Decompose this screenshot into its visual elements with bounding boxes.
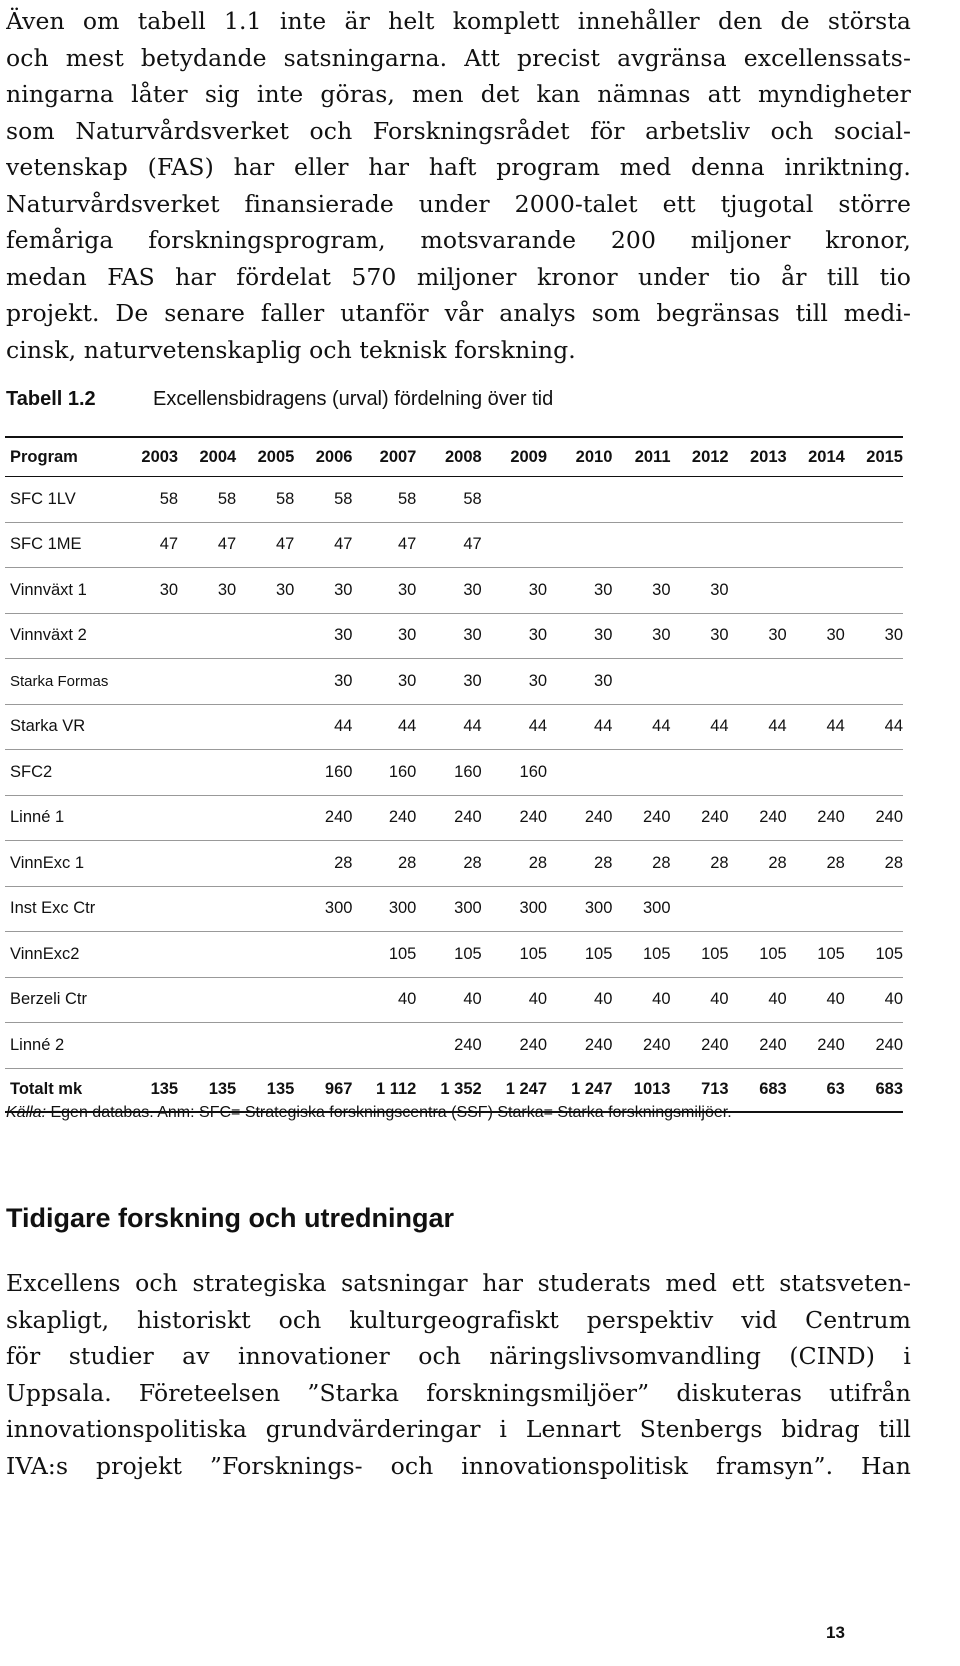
value-cell: 240 <box>759 808 787 827</box>
value-cell <box>787 750 845 796</box>
intro-line: projekt. De senare faller utanför vår analys som begränsas till medi- <box>6 299 911 327</box>
value-cell <box>178 795 236 841</box>
program-name-cell: Vinnväxt 2 <box>10 626 87 645</box>
table-row <box>5 886 903 932</box>
value-cell: 240 <box>324 808 353 827</box>
intro-line: ningarna låter sig inte göras, men det kan nämnas att myndigheter <box>6 80 911 108</box>
value-cell <box>236 704 294 750</box>
value-cell: 30 <box>528 626 548 645</box>
program-name-cell: VinnExc 1 <box>10 853 84 872</box>
value-cell: 28 <box>528 853 548 872</box>
table-row <box>5 1023 903 1069</box>
value-cell: 240 <box>875 1035 903 1054</box>
value-cell <box>845 477 903 523</box>
value-cell <box>729 522 787 568</box>
total-value-cell: 135 <box>208 1080 237 1098</box>
total-value-cell: 1 247 <box>505 1080 548 1098</box>
value-cell <box>120 1023 178 1069</box>
value-cell <box>612 477 670 523</box>
value-cell: 30 <box>463 580 482 599</box>
value-cell <box>729 568 787 614</box>
value-cell: 105 <box>519 944 548 963</box>
value-cell: 40 <box>594 990 613 1009</box>
value-cell <box>612 750 670 796</box>
value-cell: 30 <box>594 671 613 690</box>
source-text: Egen databas. Anm: SFC= Strategiska forskningscentra (SSF) Starka= Starka forskningsmiljöer. <box>46 1104 732 1121</box>
intro-line: och mest betydande satsningarna. Att precist avgränsa excellenssats- <box>6 43 911 72</box>
value-cell: 300 <box>388 899 417 918</box>
value-cell: 30 <box>884 626 903 645</box>
value-cell: 44 <box>768 717 787 736</box>
value-cell: 40 <box>398 990 417 1009</box>
value-cell: 300 <box>642 899 671 918</box>
value-cell <box>787 522 845 568</box>
header-cell: Program <box>10 447 78 466</box>
value-cell <box>236 750 294 796</box>
value-cell: 47 <box>217 535 237 554</box>
value-cell: 30 <box>768 626 787 645</box>
value-cell: 105 <box>388 944 417 963</box>
intro-line: Även om tabell 1.1 inte är helt komplett innehåller den de största <box>6 7 911 35</box>
page-number: 13 <box>826 1623 845 1642</box>
value-cell: 47 <box>398 535 417 554</box>
program-name-cell: Starka VR <box>10 717 86 736</box>
value-cell <box>236 1023 294 1069</box>
value-cell: 44 <box>398 717 417 736</box>
section-line: för studier av innovationer och näringslivsomvandling (CIND) i <box>6 1342 911 1370</box>
value-cell <box>120 886 178 932</box>
value-cell <box>729 659 787 705</box>
program-name-cell: Berzeli Ctr <box>10 990 88 1009</box>
value-cell: 105 <box>642 944 671 963</box>
intro-line: medan FAS har fördelat 570 miljoner kronor under tio år till tio <box>6 262 911 291</box>
value-cell <box>482 522 547 568</box>
value-cell <box>787 477 845 523</box>
value-cell: 240 <box>642 808 671 827</box>
table-row <box>5 932 903 978</box>
value-cell: 30 <box>710 626 729 645</box>
value-cell <box>178 750 236 796</box>
value-cell: 58 <box>217 489 237 508</box>
table-body <box>5 477 903 1112</box>
intro-line: femåriga forskningsprogram, motsvarande 200 miljoner kronor, <box>6 226 911 254</box>
header-cell: 2004 <box>199 447 237 466</box>
value-cell <box>845 886 903 932</box>
table-caption <box>6 388 553 411</box>
value-cell: 28 <box>652 853 671 872</box>
value-cell: 240 <box>817 1035 845 1054</box>
value-cell: 30 <box>463 626 482 645</box>
value-cell: 105 <box>584 944 613 963</box>
total-value-cell: 713 <box>701 1080 729 1098</box>
value-cell <box>120 841 178 887</box>
source-label: Källa: <box>6 1104 47 1121</box>
value-cell <box>294 1023 352 1069</box>
value-cell: 30 <box>528 671 548 690</box>
value-cell: 240 <box>642 1035 671 1054</box>
value-cell: 28 <box>826 853 845 872</box>
value-cell: 240 <box>519 1035 548 1054</box>
value-cell: 30 <box>652 626 671 645</box>
value-cell <box>845 522 903 568</box>
intro-line: Naturvårdsverket finansierade under 2000-talet ett tjugotal större <box>6 189 911 218</box>
header-cell: 2010 <box>575 447 613 466</box>
program-name-cell: Inst Exc Ctr <box>10 899 96 918</box>
value-cell: 40 <box>652 990 671 1009</box>
total-value-cell: 683 <box>759 1080 787 1098</box>
value-cell <box>845 568 903 614</box>
program-name-cell: SFC 1ME <box>10 535 82 554</box>
value-cell: 105 <box>454 944 482 963</box>
value-cell: 30 <box>398 626 417 645</box>
value-cell: 44 <box>826 717 845 736</box>
section-paragraph <box>6 1265 911 1484</box>
value-cell: 40 <box>884 990 903 1009</box>
value-cell: 300 <box>454 899 482 918</box>
value-cell <box>178 613 236 659</box>
value-cell: 28 <box>884 853 903 872</box>
value-cell <box>236 932 294 978</box>
program-name-cell: Vinnväxt 1 <box>10 580 87 599</box>
total-value-cell: 1 352 <box>440 1080 482 1098</box>
value-cell: 58 <box>159 489 179 508</box>
section-line: IVA:s projekt ”Forsknings- och innovationspolitisk framsyn”. Han <box>6 1451 911 1480</box>
table-row <box>5 522 903 568</box>
value-cell: 240 <box>454 1035 482 1054</box>
value-cell: 30 <box>334 580 353 599</box>
value-cell: 30 <box>710 580 729 599</box>
value-cell: 40 <box>710 990 729 1009</box>
total-label-cell: Totalt mk <box>10 1080 83 1098</box>
section-line: innovationspolitiska grundvärderingar i Lennart Stenbergs bidrag till <box>6 1415 911 1443</box>
header-cell: 2013 <box>750 447 787 466</box>
value-cell <box>236 977 294 1023</box>
value-cell: 30 <box>334 626 353 645</box>
value-cell <box>787 886 845 932</box>
value-cell: 30 <box>826 626 845 645</box>
value-cell: 30 <box>398 671 417 690</box>
value-cell: 105 <box>817 944 845 963</box>
value-cell: 40 <box>528 990 548 1009</box>
value-cell <box>671 477 729 523</box>
value-cell <box>671 522 729 568</box>
header-cell: 2011 <box>634 447 671 466</box>
value-cell: 47 <box>275 535 295 554</box>
value-cell: 28 <box>768 853 787 872</box>
program-name-cell: SFC 1LV <box>10 489 76 508</box>
value-cell <box>178 977 236 1023</box>
table-title: Excellensbidragens (urval) fördelning över tid <box>153 388 554 410</box>
value-cell: 240 <box>701 808 729 827</box>
table-row <box>5 795 903 841</box>
table-source-note <box>6 1104 732 1122</box>
total-value-cell: 135 <box>150 1080 179 1098</box>
value-cell: 30 <box>217 580 237 599</box>
value-cell: 28 <box>463 853 482 872</box>
value-cell <box>236 841 294 887</box>
value-cell <box>120 613 178 659</box>
value-cell <box>671 659 729 705</box>
value-cell <box>671 750 729 796</box>
table-row <box>5 750 903 796</box>
value-cell <box>120 977 178 1023</box>
total-value-cell: 1013 <box>633 1080 671 1098</box>
intro-paragraph <box>6 3 911 368</box>
value-cell: 30 <box>334 671 353 690</box>
value-cell: 58 <box>275 489 295 508</box>
value-cell: 44 <box>710 717 729 736</box>
total-value-cell: 683 <box>875 1080 903 1098</box>
value-cell <box>482 477 547 523</box>
total-value-cell: 967 <box>324 1080 353 1098</box>
program-name-cell: Starka Formas <box>10 672 109 690</box>
section-line: skapligt, historiskt och kulturgeografiskt perspektiv vid Centrum <box>6 1305 911 1334</box>
header-cell: 2009 <box>510 447 548 466</box>
value-cell <box>120 795 178 841</box>
value-cell: 240 <box>519 808 548 827</box>
section-line: Uppsala. Företeelsen ”Starka forskningsmiljöer” diskuteras utifrån <box>6 1378 911 1407</box>
value-cell <box>178 886 236 932</box>
value-cell: 58 <box>334 489 353 508</box>
value-cell: 240 <box>388 808 417 827</box>
value-cell <box>120 932 178 978</box>
value-cell: 240 <box>584 1035 613 1054</box>
value-cell: 47 <box>334 535 353 554</box>
value-cell: 30 <box>463 671 482 690</box>
value-cell <box>120 659 178 705</box>
value-cell: 44 <box>528 717 548 736</box>
funding-table <box>5 436 903 1113</box>
value-cell: 44 <box>594 717 613 736</box>
section-heading: Tidigare forskning och utredningar <box>6 1203 455 1233</box>
value-cell: 47 <box>159 535 179 554</box>
header-cell: 2012 <box>691 447 729 466</box>
value-cell: 160 <box>454 762 482 781</box>
header-cell: 2008 <box>444 447 482 466</box>
value-cell <box>178 932 236 978</box>
value-cell: 28 <box>398 853 417 872</box>
value-cell: 300 <box>584 899 613 918</box>
value-cell <box>787 568 845 614</box>
value-cell: 58 <box>463 489 482 508</box>
intro-line: som Naturvårdsverket och Forskningsrådet för arbetsliv och social- <box>6 116 911 145</box>
value-cell: 30 <box>594 580 613 599</box>
value-cell: 40 <box>826 990 845 1009</box>
value-cell: 47 <box>463 535 482 554</box>
value-cell: 105 <box>875 944 903 963</box>
value-cell: 30 <box>528 580 548 599</box>
program-name-cell: Linné 2 <box>10 1035 65 1054</box>
value-cell: 105 <box>701 944 729 963</box>
value-cell <box>236 886 294 932</box>
value-cell: 240 <box>701 1035 729 1054</box>
program-name-cell: SFC2 <box>10 762 53 781</box>
table-row <box>5 568 903 614</box>
value-cell: 105 <box>759 944 787 963</box>
value-cell: 160 <box>388 762 417 781</box>
value-cell: 240 <box>454 808 482 827</box>
table-row <box>5 613 903 659</box>
value-cell: 40 <box>463 990 482 1009</box>
value-cell: 30 <box>652 580 671 599</box>
value-cell <box>178 1023 236 1069</box>
table-label: Tabell 1.2 <box>6 388 96 410</box>
value-cell: 30 <box>398 580 417 599</box>
value-cell <box>547 522 612 568</box>
value-cell: 44 <box>334 717 353 736</box>
value-cell: 160 <box>324 762 353 781</box>
table-row <box>5 977 903 1023</box>
value-cell: 300 <box>519 899 548 918</box>
value-cell: 240 <box>584 808 613 827</box>
table-row <box>5 704 903 750</box>
total-value-cell: 1 112 <box>375 1080 417 1098</box>
value-cell: 28 <box>594 853 613 872</box>
value-cell: 28 <box>334 853 353 872</box>
header-cell: 2007 <box>379 447 417 466</box>
value-cell: 44 <box>463 717 482 736</box>
intro-line: cinsk, naturvetenskaplig och teknisk forskning. <box>6 335 576 364</box>
value-cell <box>729 886 787 932</box>
program-name-cell: VinnExc2 <box>10 944 80 963</box>
value-cell <box>729 750 787 796</box>
value-cell: 240 <box>817 808 845 827</box>
value-cell: 30 <box>159 580 179 599</box>
value-cell <box>352 1023 416 1069</box>
value-cell <box>845 750 903 796</box>
program-name-cell: Linné 1 <box>10 808 65 827</box>
value-cell: 240 <box>759 1035 787 1054</box>
header-cell: 2005 <box>257 447 295 466</box>
value-cell: 160 <box>519 762 548 781</box>
value-cell: 28 <box>710 853 729 872</box>
total-value-cell: 1 247 <box>571 1080 613 1098</box>
value-cell <box>178 704 236 750</box>
value-cell <box>729 477 787 523</box>
value-cell: 300 <box>324 899 353 918</box>
total-value-cell: 63 <box>826 1080 845 1098</box>
table-row <box>5 477 903 523</box>
value-cell <box>612 522 670 568</box>
table-row <box>5 841 903 887</box>
value-cell <box>787 659 845 705</box>
table-row <box>5 659 903 705</box>
value-cell <box>845 659 903 705</box>
value-cell <box>178 841 236 887</box>
value-cell <box>120 704 178 750</box>
value-cell <box>671 886 729 932</box>
value-cell: 30 <box>275 580 295 599</box>
value-cell: 58 <box>398 489 417 508</box>
value-cell <box>178 659 236 705</box>
value-cell <box>547 477 612 523</box>
section-line: Excellens och strategiska satsningar har studerats med ett statsveten- <box>6 1269 911 1297</box>
value-cell: 44 <box>652 717 671 736</box>
header-cell: 2003 <box>141 447 179 466</box>
value-cell <box>236 613 294 659</box>
value-cell <box>612 659 670 705</box>
header-cell: 2015 <box>866 447 903 466</box>
value-cell <box>294 932 352 978</box>
value-cell <box>236 659 294 705</box>
value-cell <box>294 977 352 1023</box>
table-header-row <box>5 437 903 477</box>
intro-line: vetenskap (FAS) har eller har haft program med denna inriktning. <box>6 153 911 181</box>
value-cell <box>236 795 294 841</box>
total-value-cell: 135 <box>266 1080 295 1098</box>
header-cell: 2014 <box>808 447 845 466</box>
value-cell <box>547 750 612 796</box>
header-cell: 2006 <box>315 447 353 466</box>
value-cell: 30 <box>594 626 613 645</box>
value-cell: 40 <box>768 990 787 1009</box>
value-cell <box>120 750 178 796</box>
value-cell: 240 <box>875 808 903 827</box>
value-cell: 44 <box>884 717 903 736</box>
